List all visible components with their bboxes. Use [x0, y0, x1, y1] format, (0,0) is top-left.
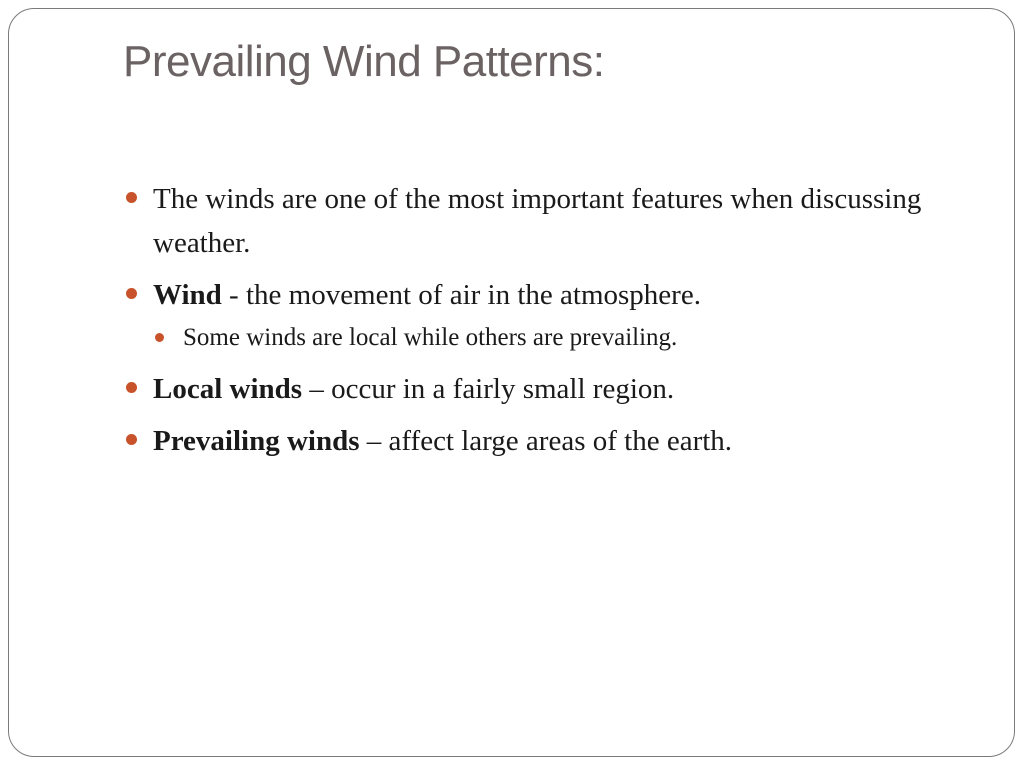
bullet-dot-icon	[126, 192, 137, 203]
bullet-text: – affect large areas of the earth.	[359, 425, 733, 457]
bullet-term: Wind	[153, 279, 222, 311]
bullet-dot-icon	[126, 434, 137, 445]
bullet-text: – occur in a fairly small region.	[302, 373, 675, 405]
sub-bullet-item	[153, 317, 923, 359]
bullet-dot-icon	[126, 288, 137, 299]
bullet-item	[123, 177, 923, 265]
bullet-text: Some winds are local while others are prevailing.	[183, 324, 678, 351]
bullet-text: The winds are one of the most important features when discussing weather.	[153, 183, 922, 259]
slide-title: Prevailing Wind Patterns:	[123, 37, 605, 86]
bullet-term: Prevailing winds	[153, 425, 360, 457]
bullet-item	[123, 273, 923, 317]
bullet-item	[123, 419, 923, 463]
bullet-item	[123, 367, 923, 411]
bullet-dot-icon	[126, 382, 137, 393]
bullet-dot-icon	[155, 333, 164, 342]
bullet-text: - the movement of air in the atmosphere.	[221, 279, 701, 311]
bullet-term: Local winds	[153, 373, 303, 405]
bullet-list	[123, 177, 923, 463]
slide-frame	[8, 8, 1015, 757]
